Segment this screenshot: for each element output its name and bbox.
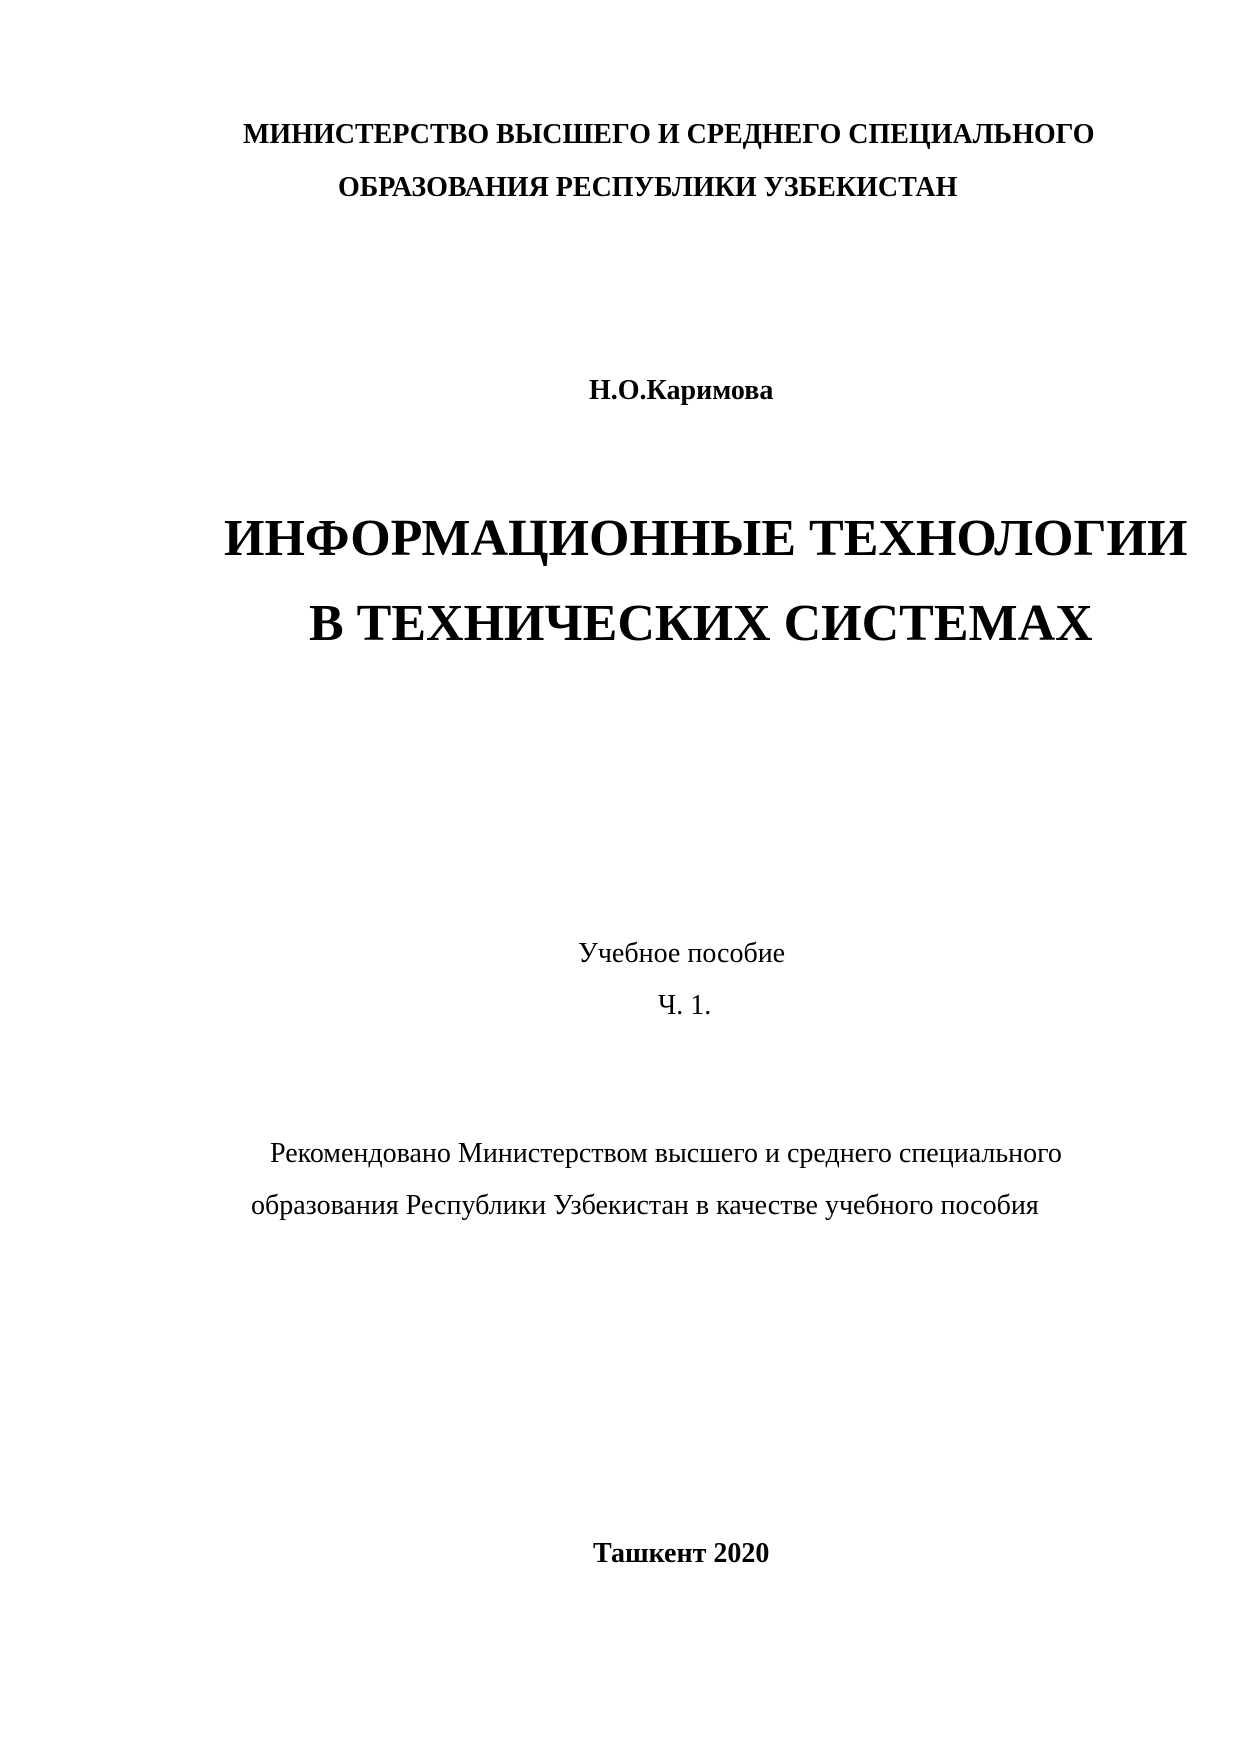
recommendation-line-2: образования Республики Узбекистан в качестве учебного пособия	[251, 1190, 1039, 1221]
recommendation-line-1: Рекомендовано Министерством высшего и среднего специального	[270, 1138, 1062, 1169]
imprint-city-year: Ташкент 2020	[593, 1538, 770, 1569]
book-title-line-2: В ТЕХНИЧЕСКИХ СИСТЕМАХ	[309, 595, 1093, 652]
publication-part: Ч. 1.	[658, 990, 712, 1021]
ministry-heading-line-1: МИНИСТЕРСТВО ВЫСШЕГО И СРЕДНЕГО СПЕЦИАЛЬНОГО	[243, 119, 1095, 150]
book-title-line-1: ИНФОРМАЦИОННЫЕ ТЕХНОЛОГИИ	[224, 510, 1188, 567]
ministry-heading-line-2: ОБРАЗОВАНИЯ РЕСПУБЛИКИ УЗБЕКИСТАН	[338, 172, 958, 203]
author-name: Н.О.Каримова	[589, 375, 774, 406]
publication-type: Учебное пособие	[578, 938, 786, 969]
